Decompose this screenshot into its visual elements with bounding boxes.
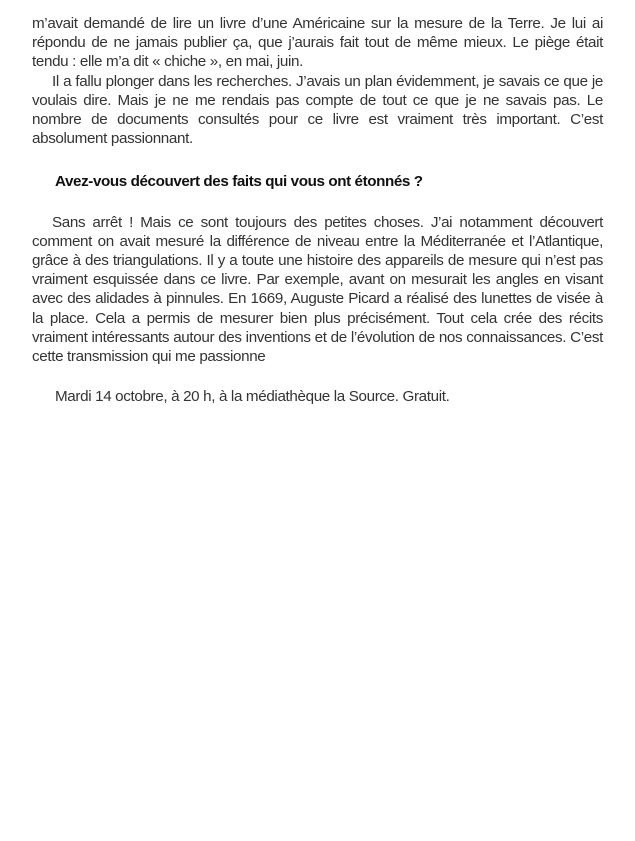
event-info: Mardi 14 octobre, à 20 h, à la médiathèque la Source. Gratuit. — [55, 388, 450, 406]
intro-paragraph-2: Il a fallu plonger dans les recherches. J’avais un plan évidemment, je savais ce que je voulais dire. Mais je ne me rendais pas compte de tout ce que je ne savais pas. Le nombre de documents consultés pour ce livre est vraiment très important. C’est absolument passionnant. — [32, 72, 603, 148]
document-page — [32, 14, 603, 406]
intro-paragraph-1: m’avait demandé de lire un livre d’une Américaine sur la mesure de la Terre. Je lui ai répondu de ne jamais publier ça, que j’aurais fait tout de même mieux. Le piège était tendu : elle m’a dit « chiche », en mai, juin. — [32, 15, 603, 71]
interview-answer: Sans arrêt ! Mais ce sont toujours des petites choses. J’ai notamment découvert comment on avait mesuré la différence de niveau entre la Méditerranée et l’Atlantique, grâce à des triangulations. Il y a toute une histoire des appareils de mesure qui n’est pas vraiment esquissée dans ce livre. Par exemple, avant on mesurait les angles en visant avec des alidades à pinnules. En 1669, Auguste Picard a réalisé des lunettes de visée à la place. Cela a permis de mesurer bien plus précisément. Tout cela crée des récits vraiment intéressants autour des inventions et de l’évolution de nos connaissances. C’est cette transmission qui me passionne — [32, 213, 603, 366]
interview-question: Avez-vous découvert des faits qui vous ont étonnés ? — [55, 173, 423, 191]
